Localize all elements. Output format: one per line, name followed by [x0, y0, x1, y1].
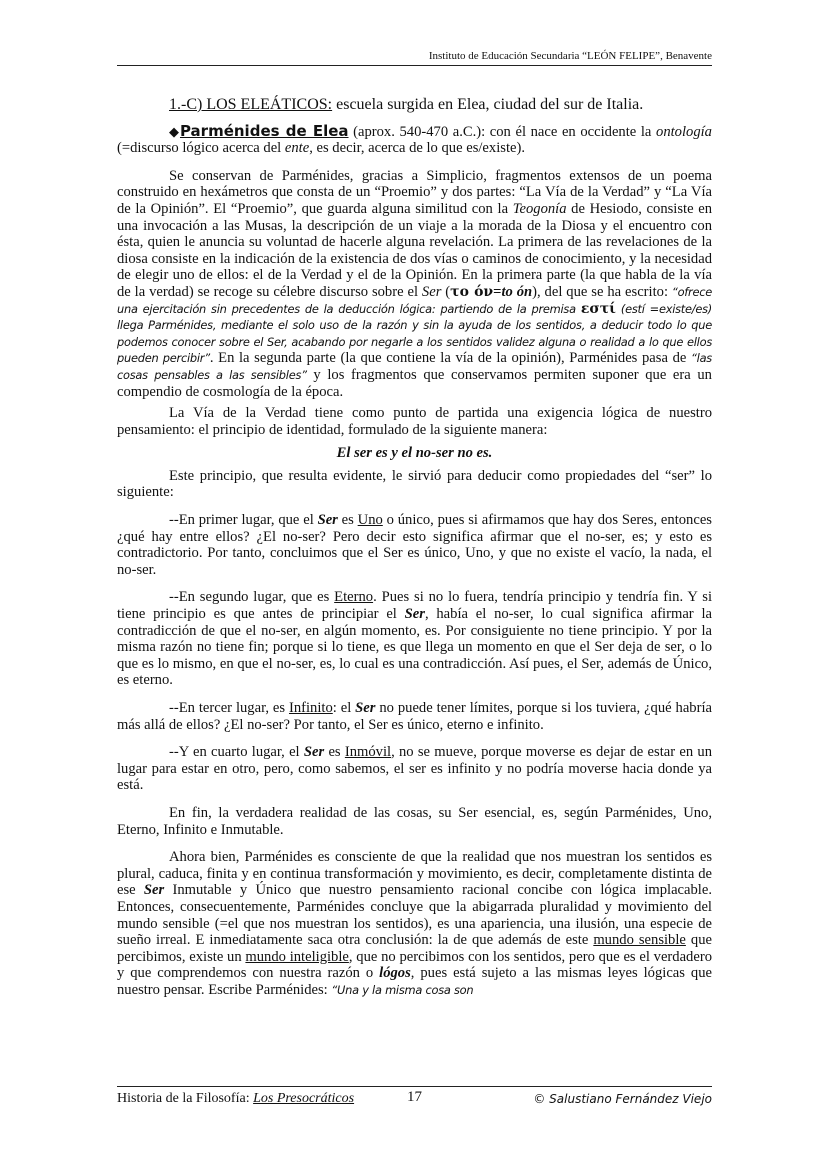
paragraph-ahora-bien — [117, 849, 712, 998]
quote-deduccion: “ofrece una ejercitación sin precedentes de la deducción lógica: partiendo de la premisa — [117, 284, 713, 316]
section-title — [169, 97, 712, 114]
p6-ser: Ser — [355, 700, 376, 716]
page-footer — [117, 1086, 712, 1113]
p5-ser: Ser — [404, 606, 425, 623]
p6-text-c: no puede tener límites, porque si los tuviera, ¿qué habría más allá de ellos? ¿El no-ser? Por tanto, el Ser es único, eterno e infinito. — [117, 700, 712, 733]
quote-sensibles: “las cosas pensables a las sensibles” — [117, 351, 712, 382]
paragraph-infinito — [117, 700, 712, 733]
p9-quote: “Una y la misma cosa son — [331, 982, 474, 997]
p4-uno: Uno — [357, 512, 383, 529]
intro-text-a: (aprox. 540-470 a.C.): con él nace en occidente la — [348, 123, 657, 140]
paragraph-eterno — [117, 589, 712, 689]
intro-text-c: , es decir, acerca de lo que es/existe). — [309, 140, 525, 157]
p4-text-b: es — [337, 512, 358, 529]
paragraph-via-verdad: La Vía de la Verdad tiene como punto de partida una exigencia lógica de nuestro pensamiento: el principio de identidad, formulado de la siguiente manera: — [117, 405, 712, 438]
p9-logos: lógos — [379, 965, 411, 982]
p5-text-c: , había el no-ser, lo cual significa afirmar la contradicción de que el no-ser, en algún momento, es. Por consiguiente no tiene principio. Y por la misma razón no tiene fin; porque si lo tiene, es que llega un momento en que el Ser deja de ser, o lo que es lo mismo, en que el no-ser, es, lo cual es una contradicción. Así pues, el Ser, además de Único, es eterno. — [117, 606, 712, 689]
p7-text-c: , no se mueve, porque moverse es dejar de estar en un lugar para estar en otro, pero, como sabemos, el ser es infinito y no podría moverse hacia donde ya está. — [117, 744, 712, 794]
diamond-bullet-icon: ◆ — [169, 123, 180, 139]
footer-course — [117, 1091, 354, 1107]
footer-copyright: © Salustiano Fernández Viejo — [533, 1092, 712, 1106]
p5-text-a: --En segundo lugar, que es — [169, 589, 335, 606]
p6-text-a: --En tercer lugar, es — [169, 700, 289, 716]
page-header — [117, 50, 712, 66]
page-number: 17 — [407, 1089, 422, 1105]
header-institution: Instituto de Educación Secundaria “LEÓN FELIPE”, Benavente — [428, 50, 712, 62]
greek-esti: εστί — [580, 300, 616, 317]
greek-to-on: το όν — [450, 283, 494, 300]
footer-unit-title: Los Presocráticos — [253, 1091, 355, 1106]
p4-text-c: o único, pues si afirmamos que hay dos Seres, entonces ¿qué hay entre ellos? ¿El no-ser? Pero decir esto significa afirmar que el no-ser, es; y esto es contradictorio. Por tanto, concluimos que el Ser es único, Uno, y que no existe el vacío, la nada, el no-ser. — [117, 512, 712, 578]
term-teogonia: Teogonía — [512, 200, 567, 217]
term-ser: Ser — [421, 283, 442, 300]
p1-text-c: ( — [441, 283, 451, 300]
p9-mundo-inteligible: mundo inteligible — [245, 948, 349, 965]
p7-text-a: --Y en cuarto lugar, el — [169, 744, 304, 761]
term-ente: ente — [284, 140, 310, 157]
p9-text-d: , que no percibimos con los sentidos, pero que es el verdadero y que comprendemos con nuestra razón o — [117, 948, 712, 982]
parmenides-intro — [117, 123, 712, 157]
paragraph-en-fin: En fin, la verdadera realidad de las cosas, su Ser esencial, es, según Parménides, Uno, Eterno, Infinito e Inmutable. — [117, 804, 712, 838]
p1-text-e: ), del que se ha escrito: — [532, 283, 672, 300]
identity-principle: El ser es y el no-ser no es. — [336, 445, 493, 462]
footer-subject: Historia de la Filosofía: — [117, 1091, 254, 1106]
p9-text-b: Inmutable y Único que nuestro pensamiento racional concibe con lógica implacable. Entonces, consecuentemente, Parménides concluye que la abigarrada pluralidad y movimiento del mundo sensible (=el que nos muestran los sentidos), es una apariencia, una ilusión, una especie de sueño irreal. E inmediatamente saca otra conclusión: la de que además de este — [117, 882, 712, 949]
p1-text-f: . En la segunda parte (la que contiene la vía de la opinión), Parménides pasa de — [209, 350, 691, 367]
p4-ser: Ser — [317, 512, 338, 529]
page-content — [117, 97, 712, 999]
p7-ser: Ser — [303, 744, 325, 761]
p7-inmovil: Inmóvil — [344, 744, 392, 761]
p1-text-g: y los fragmentos que conservamos permiten suponer que era un compendio de cosmología de la época. — [117, 366, 712, 400]
p5-text-b: . Pues si no lo fuera, tendría principio y tendría fin. Y si tiene principio es que antes de principiar el — [117, 589, 713, 623]
p6-infinito: Infinito — [288, 700, 333, 716]
p7-text-b: es — [324, 744, 345, 761]
paragraph-inmovil — [117, 744, 712, 794]
term-to-on: to ón — [501, 283, 533, 300]
section-heading: 1.-C) LOS ELEÁTICOS: — [169, 96, 333, 113]
p6-text-b: : el — [332, 700, 356, 716]
paragraph-poem — [117, 168, 712, 400]
section-subtitle: escuela surgida en Elea, ciudad del sur de Italia. — [332, 96, 644, 113]
p9-text-e: , pues está sujeto a las mismas leyes lógicas que nuestro pensar. Escribe Parménides: — [117, 965, 712, 998]
p9-text-a: Ahora bien, Parménides es consciente de que la realidad que nos muestran los sentidos es plural, caduca, finita y en continua transformación y movimiento, es decir, completamente distinta de ese — [117, 849, 712, 899]
p1-text-a: Se conservan de Parménides, gracias a Simplicio, fragmentos extensos de un poema construido en hexámetros que consta de un “Proemio” y dos partes: “La Vía de la Verdad” y “La Vía de la Opinión”. El “Proemio”, que guarda alguna similitud con la — [117, 167, 712, 217]
term-ontologia: ontología — [656, 123, 712, 140]
quote-esti: (estí =existe/es) llega Parménides, mediante el solo uso de la razón y sin la ayuda de los sentidos, a deducir todo lo que podemos conocer sobre el Ser, acabando por negarle a los sentidos validez alguna o realidad a lo que ellos pueden percibir” — [117, 301, 712, 366]
p9-text-c: que percibimos, existe un — [117, 932, 712, 965]
p1-equals: = — [493, 283, 502, 300]
p9-ser: Ser — [143, 882, 165, 899]
p1-text-b: de Hesiodo, consiste en una invocación a las Musas, la descripción de un viaje a la morada de la Diosa y el encuentro con ésta, quien le anuncia su voluntad de hacerle alguna revelación. La primera de las revelaciones de la diosa consiste en la indicación de la existencia de dos vías o caminos de conocimiento, y la necesidad de elegir uno de ellos: el de la Verdad y el de la Opinión. En la primera parte (la que habla de la vía de la verdad) se recoge su célebre discurso sobre el — [117, 200, 713, 300]
paragraph-uno — [117, 512, 712, 578]
paragraph-propiedades: Este principio, que resulta evidente, le sirvió para deducir como propiedades del “ser” lo siguiente: — [117, 467, 712, 501]
p5-eterno: Eterno — [334, 589, 374, 606]
intro-text-b: (=discurso lógico acerca del — [117, 140, 285, 157]
p4-text-a: --En primer lugar, que el — [169, 512, 318, 529]
p9-mundo-sensible: mundo sensible — [593, 932, 686, 949]
parmenides-heading: Parménides de Elea — [179, 121, 349, 140]
